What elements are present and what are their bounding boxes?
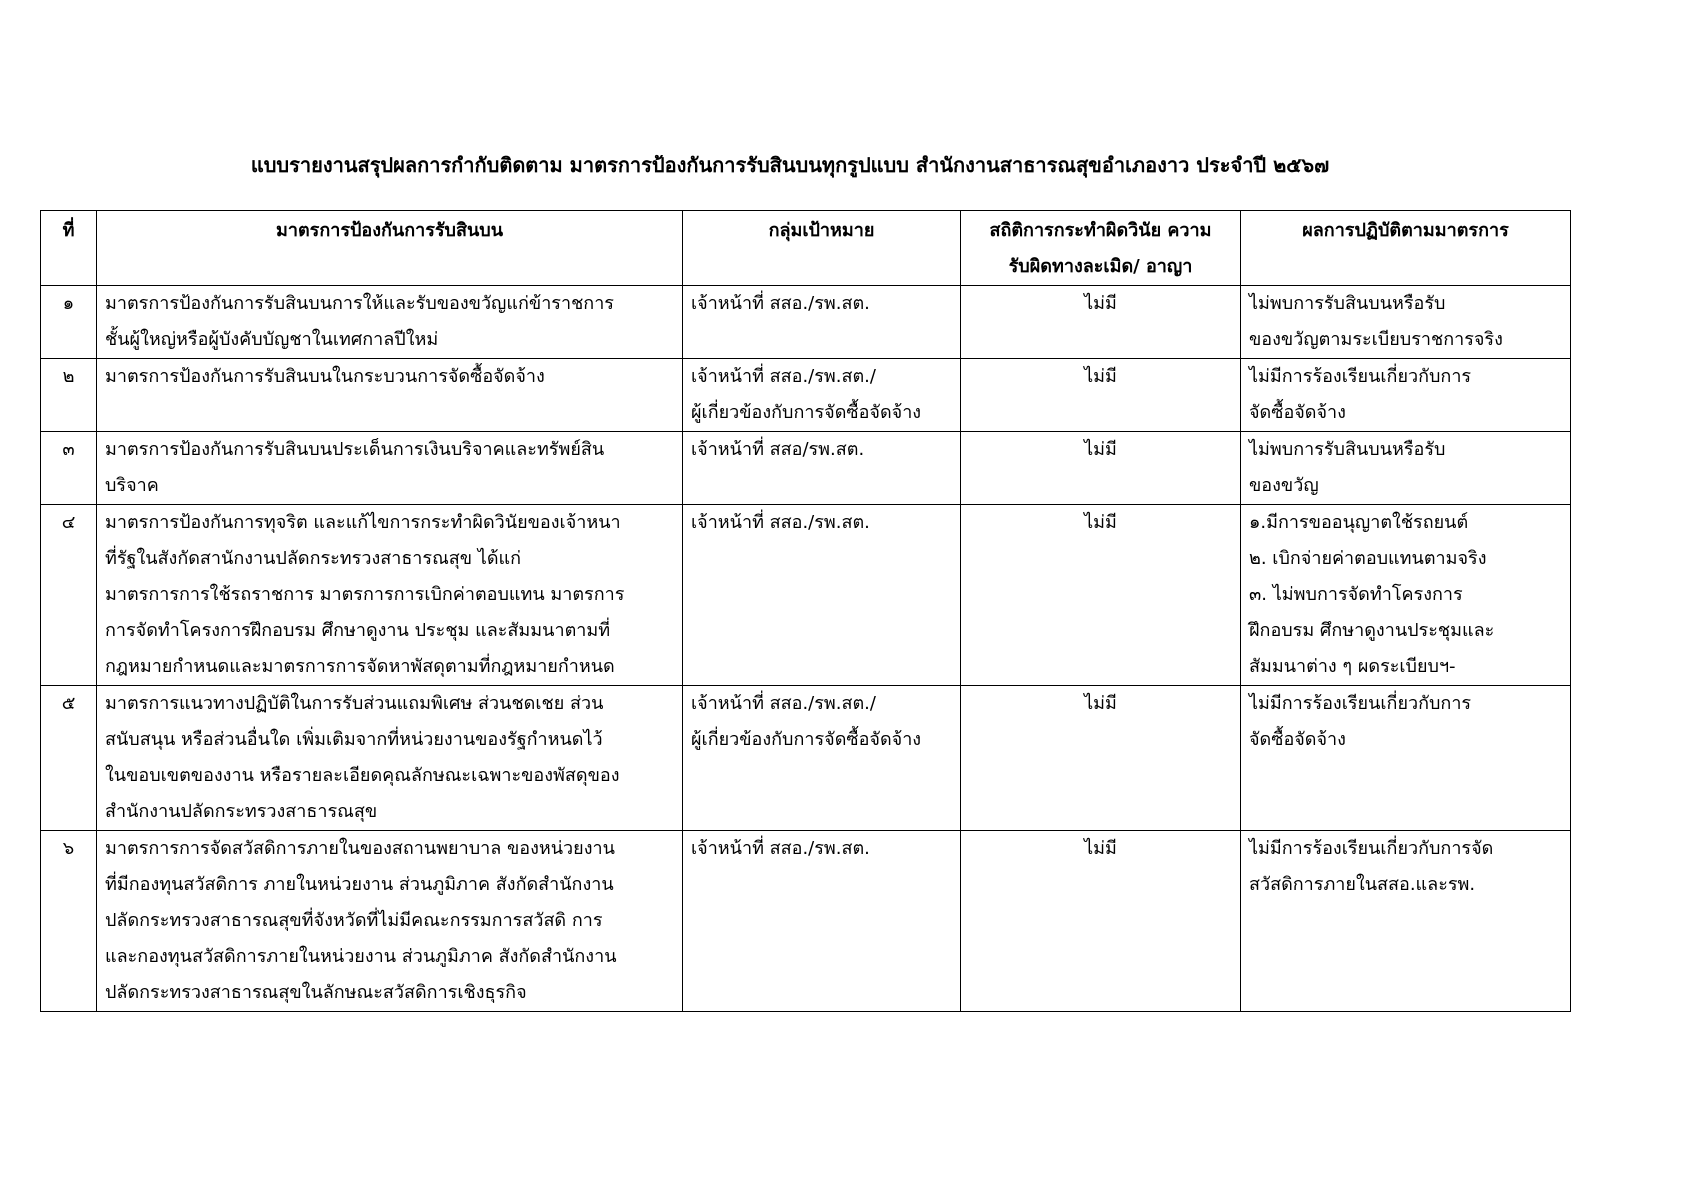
row-number: ๖ — [41, 831, 97, 1012]
result-line: ไม่มีการร้องเรียนเกี่ยวกับการจัด — [1249, 838, 1494, 859]
measure-line: มาตรการการจัดสวัสดิการภายในของสถานพยาบาล ของหน่วยงาน — [105, 838, 615, 859]
row-target — [683, 686, 961, 831]
target-line: เจ้าหน้าที่ สสอ/รพ.สต. — [691, 439, 865, 460]
header-statistics-line: รับผิดทางละเมิด/ อาญา — [1008, 256, 1193, 277]
table-row — [41, 286, 1571, 359]
result-line: ของขวัญ — [1249, 475, 1319, 496]
table-row — [41, 505, 1571, 686]
table-row — [41, 359, 1571, 432]
measures-report-table — [40, 210, 1571, 1012]
result-line: ๒. เบิกจ่ายค่าตอบแทนตามจริง — [1249, 548, 1487, 569]
row-number: ๒ — [41, 359, 97, 432]
measure-line: มาตรการป้องกันการรับสินบนการให้และรับของขวัญแก่ข้าราชการ — [105, 293, 614, 314]
row-number: ๔ — [41, 505, 97, 686]
row-target — [683, 505, 961, 686]
result-line: ไม่พบการรับสินบนหรือรับ — [1249, 293, 1446, 314]
measure-line: มาตรการการใช้รถราชการ มาตรการการเบิกค่าตอบแทน มาตรการ — [105, 584, 625, 605]
row-number: ๓ — [41, 432, 97, 505]
row-number: ๕ — [41, 686, 97, 831]
result-line: จัดซื้อจัดจ้าง — [1249, 402, 1346, 423]
measure-line: มาตรการป้องกันการรับสินบนประเด็นการเงินบริจาคและทรัพย์สิน — [105, 439, 605, 460]
result-line: จัดซื้อจัดจ้าง — [1249, 729, 1346, 750]
result-line: ไม่พบการรับสินบนหรือรับ — [1249, 439, 1446, 460]
target-line: เจ้าหน้าที่ สสอ./รพ.สต. — [691, 293, 870, 314]
document-title: แบบรายงานสรุปผลการกำกับติดตาม มาตรการป้องกันการรับสินบนทุกรูปแบบ สำนักงานสาธารณสุขอำเภองาว ประจำปี ๒๕๖๗ — [250, 153, 1330, 177]
row-target — [683, 432, 961, 505]
header-result: ผลการปฏิบัติตามมาตรการ — [1241, 211, 1571, 286]
measure-line: ที่มีกองทุนสวัสดิการ ภายในหน่วยงาน ส่วนภูมิภาค สังกัดสำนักงาน — [105, 874, 614, 895]
row-measure — [97, 505, 683, 686]
row-statistics: ไม่มี — [961, 831, 1241, 1012]
row-result — [1241, 505, 1571, 686]
header-statistics-line: สถิติการกระทำผิดวินัย ความ — [989, 220, 1212, 241]
row-result — [1241, 686, 1571, 831]
measure-line: ชั้นผู้ใหญ่หรือผู้บังคับบัญชาในเทศกาลปีใหม่ — [105, 329, 439, 350]
result-line: สวัสดิการภายในสสอ.และรพ. — [1249, 874, 1476, 895]
table-row — [41, 831, 1571, 1012]
row-measure — [97, 359, 683, 432]
measure-line: ปลัดกระทรวงสาธารณสุขที่จังหวัดที่ไม่มีคณะกรรมการสวัสดิ การ — [105, 910, 603, 931]
row-measure — [97, 831, 683, 1012]
row-result — [1241, 286, 1571, 359]
table-header-row — [41, 211, 1571, 286]
result-line: ฝึกอบรม ศึกษาดูงานประชุมและ — [1249, 620, 1495, 641]
row-statistics: ไม่มี — [961, 432, 1241, 505]
row-statistics: ไม่มี — [961, 286, 1241, 359]
row-result — [1241, 432, 1571, 505]
measure-line: กฎหมายกำหนดและมาตรการการจัดหาพัสดุตามที่กฎหมายกำหนด — [105, 656, 615, 677]
table-row — [41, 432, 1571, 505]
target-line: เจ้าหน้าที่ สสอ./รพ.สต. — [691, 838, 870, 859]
measure-line: การจัดทำโครงการฝึกอบรม ศึกษาดูงาน ประชุม และสัมมนาตามที่ — [105, 620, 611, 641]
measure-line: และกองทุนสวัสดิการภายในหน่วยงาน ส่วนภูมิภาค สังกัดสำนักงาน — [105, 946, 617, 967]
measure-line: สำนักงานปลัดกระทรวงสาธารณสุข — [105, 801, 378, 822]
result-line: ของขวัญตามระเบียบราชการจริง — [1249, 329, 1503, 350]
row-statistics: ไม่มี — [961, 686, 1241, 831]
measure-line: ปลัดกระทรวงสาธารณสุขในลักษณะสวัสดิการเชิงธุรกิจ — [105, 982, 527, 1003]
row-statistics: ไม่มี — [961, 359, 1241, 432]
target-line: เจ้าหน้าที่ สสอ./รพ.สต. — [691, 512, 870, 533]
row-number: ๑ — [41, 286, 97, 359]
row-measure — [97, 432, 683, 505]
measure-line: มาตรการแนวทางปฏิบัติในการรับส่วนแถมพิเศษ ส่วนชดเชย ส่วน — [105, 693, 604, 714]
row-result — [1241, 359, 1571, 432]
row-target — [683, 286, 961, 359]
target-line: เจ้าหน้าที่ สสอ./รพ.สต./ — [691, 693, 876, 714]
result-line: ๑.มีการขออนุญาตใช้รถยนต์ — [1249, 512, 1469, 533]
measure-line: สนับสนุน หรือส่วนอื่นใด เพิ่มเติมจากที่หน่วยงานของรัฐกำหนดไว้ — [105, 729, 603, 750]
target-line: ผู้เกี่ยวข้องกับการจัดซื้อจัดจ้าง — [691, 402, 922, 423]
target-line: ผู้เกี่ยวข้องกับการจัดซื้อจัดจ้าง — [691, 729, 922, 750]
target-line: เจ้าหน้าที่ สสอ./รพ.สต./ — [691, 366, 876, 387]
row-measure — [97, 686, 683, 831]
result-line: สัมมนาต่าง ๆ ผดระเบียบฯ- — [1249, 656, 1456, 677]
header-statistics — [961, 211, 1241, 286]
measure-line: มาตรการป้องกันการรับสินบนในกระบวนการจัดซื้อจัดจ้าง — [105, 366, 545, 387]
result-line: ไม่มีการร้องเรียนเกี่ยวกับการ — [1249, 366, 1472, 387]
header-target: กลุ่มเป้าหมาย — [683, 211, 961, 286]
row-measure — [97, 286, 683, 359]
row-statistics: ไม่มี — [961, 505, 1241, 686]
header-measure: มาตรการป้องกันการรับสินบน — [97, 211, 683, 286]
row-target — [683, 359, 961, 432]
table-row — [41, 686, 1571, 831]
row-target — [683, 831, 961, 1012]
measure-line: ที่รัฐในสังกัดสานักงานปลัดกระทรวงสาธารณสุข ได้แก่ — [105, 548, 522, 569]
measure-line: มาตรการป้องกันการทุจริต และแก้ไขการกระทำผิดวินัยของเจ้าหนา — [105, 512, 621, 533]
measure-line: ในขอบเขตของงาน หรือรายละเอียดคุณลักษณะเฉพาะของพัสดุของ — [105, 765, 620, 786]
row-result — [1241, 831, 1571, 1012]
header-no: ที่ — [41, 211, 97, 286]
result-line: ๓. ไม่พบการจัดทำโครงการ — [1249, 584, 1463, 605]
result-line: ไม่มีการร้องเรียนเกี่ยวกับการ — [1249, 693, 1472, 714]
measure-line: บริจาค — [105, 475, 159, 496]
